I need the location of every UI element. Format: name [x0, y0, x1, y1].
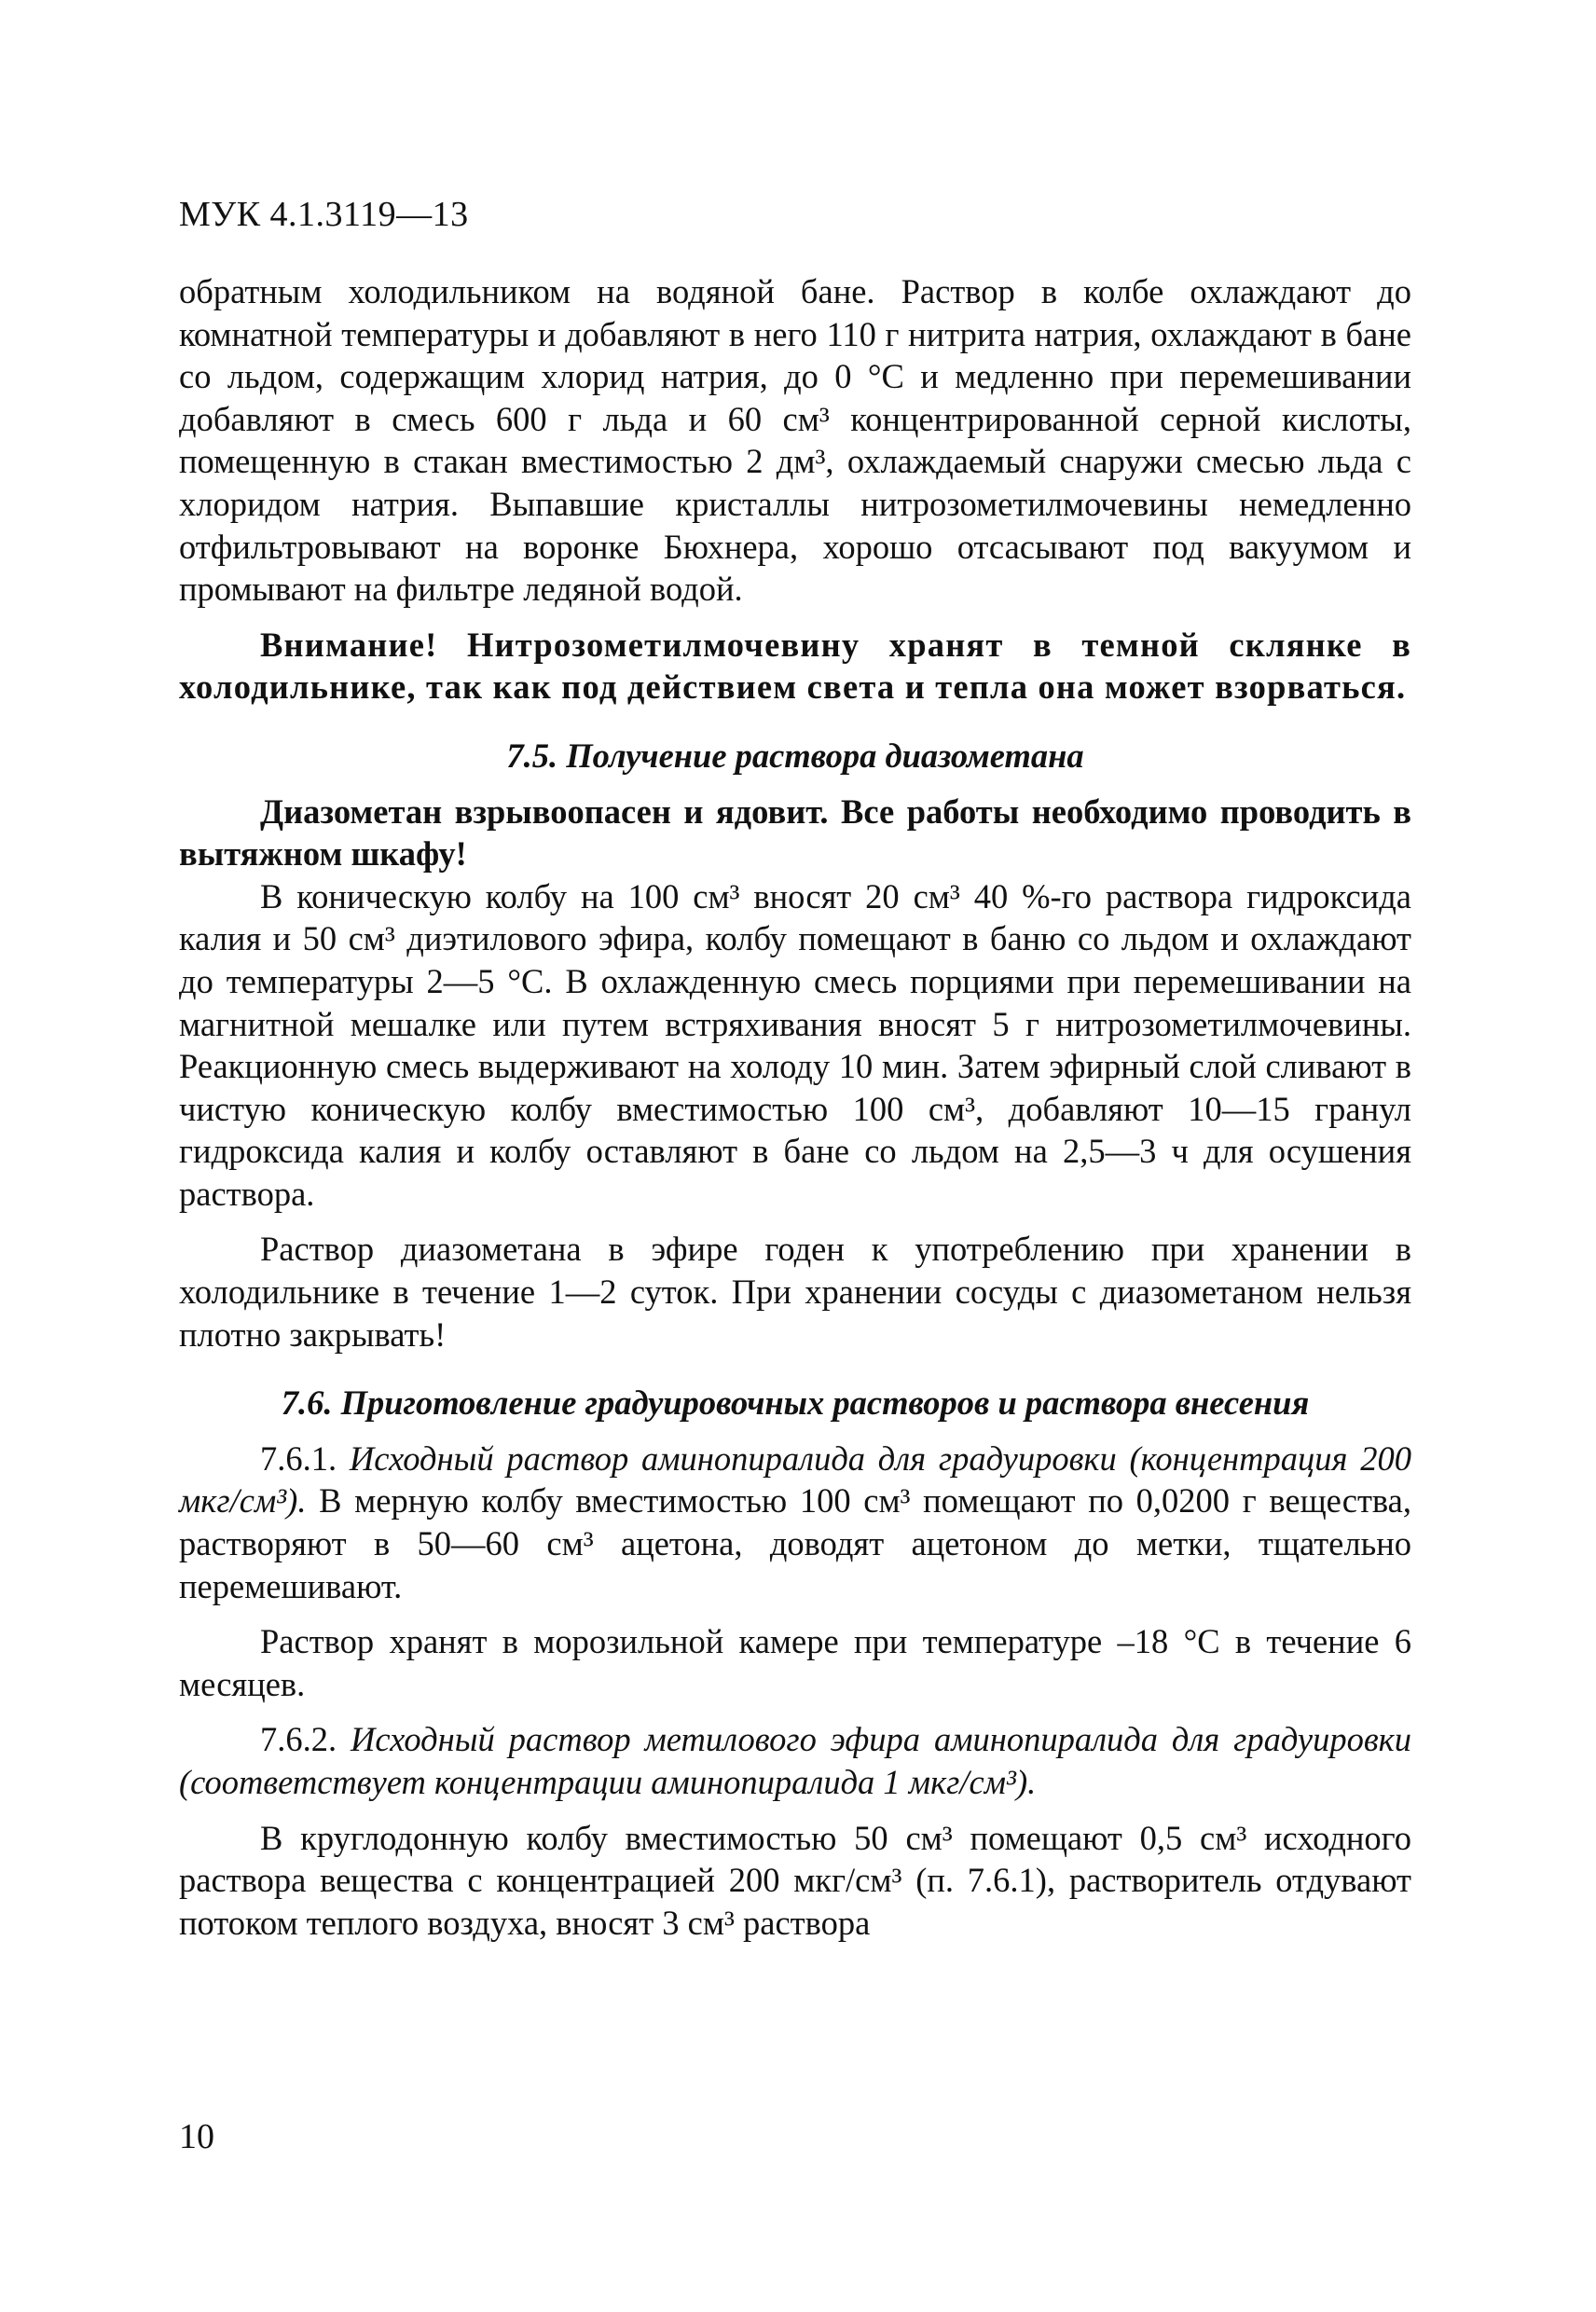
clause-number-7-6-1: 7.6.1.: [260, 1438, 337, 1478]
clause-number-7-6-2: 7.6.2.: [260, 1720, 337, 1759]
paragraph-round-flask: В круглодонную колбу вместимостью 50 см³ помещают 0,5 см³ исходного раствора вещества с концентрацией 200 мкг/см³ (п. 7.6.1), растворитель отдувают потоком теплого воздуха, вносят 3 см³ раствора: [179, 1818, 1411, 1942]
paragraph-diazomethane-preparation: В коническую колбу на 100 см³ вносят 20 см³ 40 %-го раствора гидроксида калия и 50 см³ диэтилового эфира, колбу помещают в баню со льдом и охлаждают до температуры 2—5 °С. В охлажденную смесь порциями при перемешивании на магнитной мешалке или путем встряхивания вносят 5 г нитрозометилмочевины. Реакционную смесь выдерживают на холоду 10 мин. Затем эфирный слой сливают в чистую коническую колбу вместимостью 100 см³, добавляют 10—15 гранул гидроксида калия и колбу оставляют в бане со льдом на 2,5—3 ч для осушения раствора.: [179, 876, 1411, 1213]
page-number: 10: [179, 2117, 214, 2156]
document-body: [179, 270, 1411, 1944]
clause-title-7-6-2: Исходный раствор метилового эфира аминопиралида для градуировки (соответствует концентрации аминопиралида 1 мкг/см³).: [179, 1720, 1411, 1801]
document-code: МУК 4.1.3119—13: [179, 195, 469, 234]
section-heading-7-6: 7.6. Приготовление градуировочных растворов и раствора внесения: [281, 1383, 1310, 1423]
clause-title-7-6-1: Исходный раствор аминопиралида для градуировки (концентрация 200 мкг/см³).: [179, 1438, 1412, 1521]
section-heading-7-5: 7.5. Получение раствора диазометана: [506, 736, 1084, 775]
paragraph-7-6-2: [179, 1718, 1411, 1803]
clause-text-7-6-1: В мерную колбу вместимостью 100 см³ помещают по 0,0200 г вещества, растворяют в 50—60 см³ ацетона, доводят ацетоном до метки, тщательно перемешивают.: [179, 1481, 1412, 1605]
warning-diazomethane: Диазометан взрывоопасен и ядовит. Все работы необходимо проводить в вытяжном шкафу!: [179, 791, 1411, 874]
paragraph-diazomethane-storage: Раствор диазометана в эфире годен к употреблению при хранении в холодильнике в течение 1—2 суток. При хранении сосуды с диазометаном нельзя плотно закрывать!: [179, 1230, 1411, 1354]
paragraph-continuation: обратным холодильником на водяной бане. Раствор в колбе охлаждают до комнатной температуры и добавляют в него 110 г нитрита натрия, охлаждают в бане со льдом, содержащим хлорид натрия, до 0 °С и медленно при перемешивании добавляют в смесь 600 г льда и 60 см³ концентрированной серной кислоты, помещенную в стакан вместимостью 2 дм³, охлаждаемый снаружи смесью льда с хлоридом натрия. Выпавшие кристаллы нитрозометилмочевины немедленно отфильтровывают на воронке Бюхнера, хорошо отсасывают под вакуумом и промывают на фильтре ледяной водой.: [179, 272, 1411, 609]
paragraph-storage-freezer: Раствор хранят в морозильной камере при температуре –18 °С в течение 6 месяцев.: [179, 1622, 1411, 1703]
warning-nitrosomethylurea: Внимание! Нитрозометилмочевину хранят в темной склянке в холодильнике, так как под действием света и тепла она может взорваться.: [179, 625, 1411, 707]
paragraph-7-6-1: [179, 1438, 1411, 1607]
